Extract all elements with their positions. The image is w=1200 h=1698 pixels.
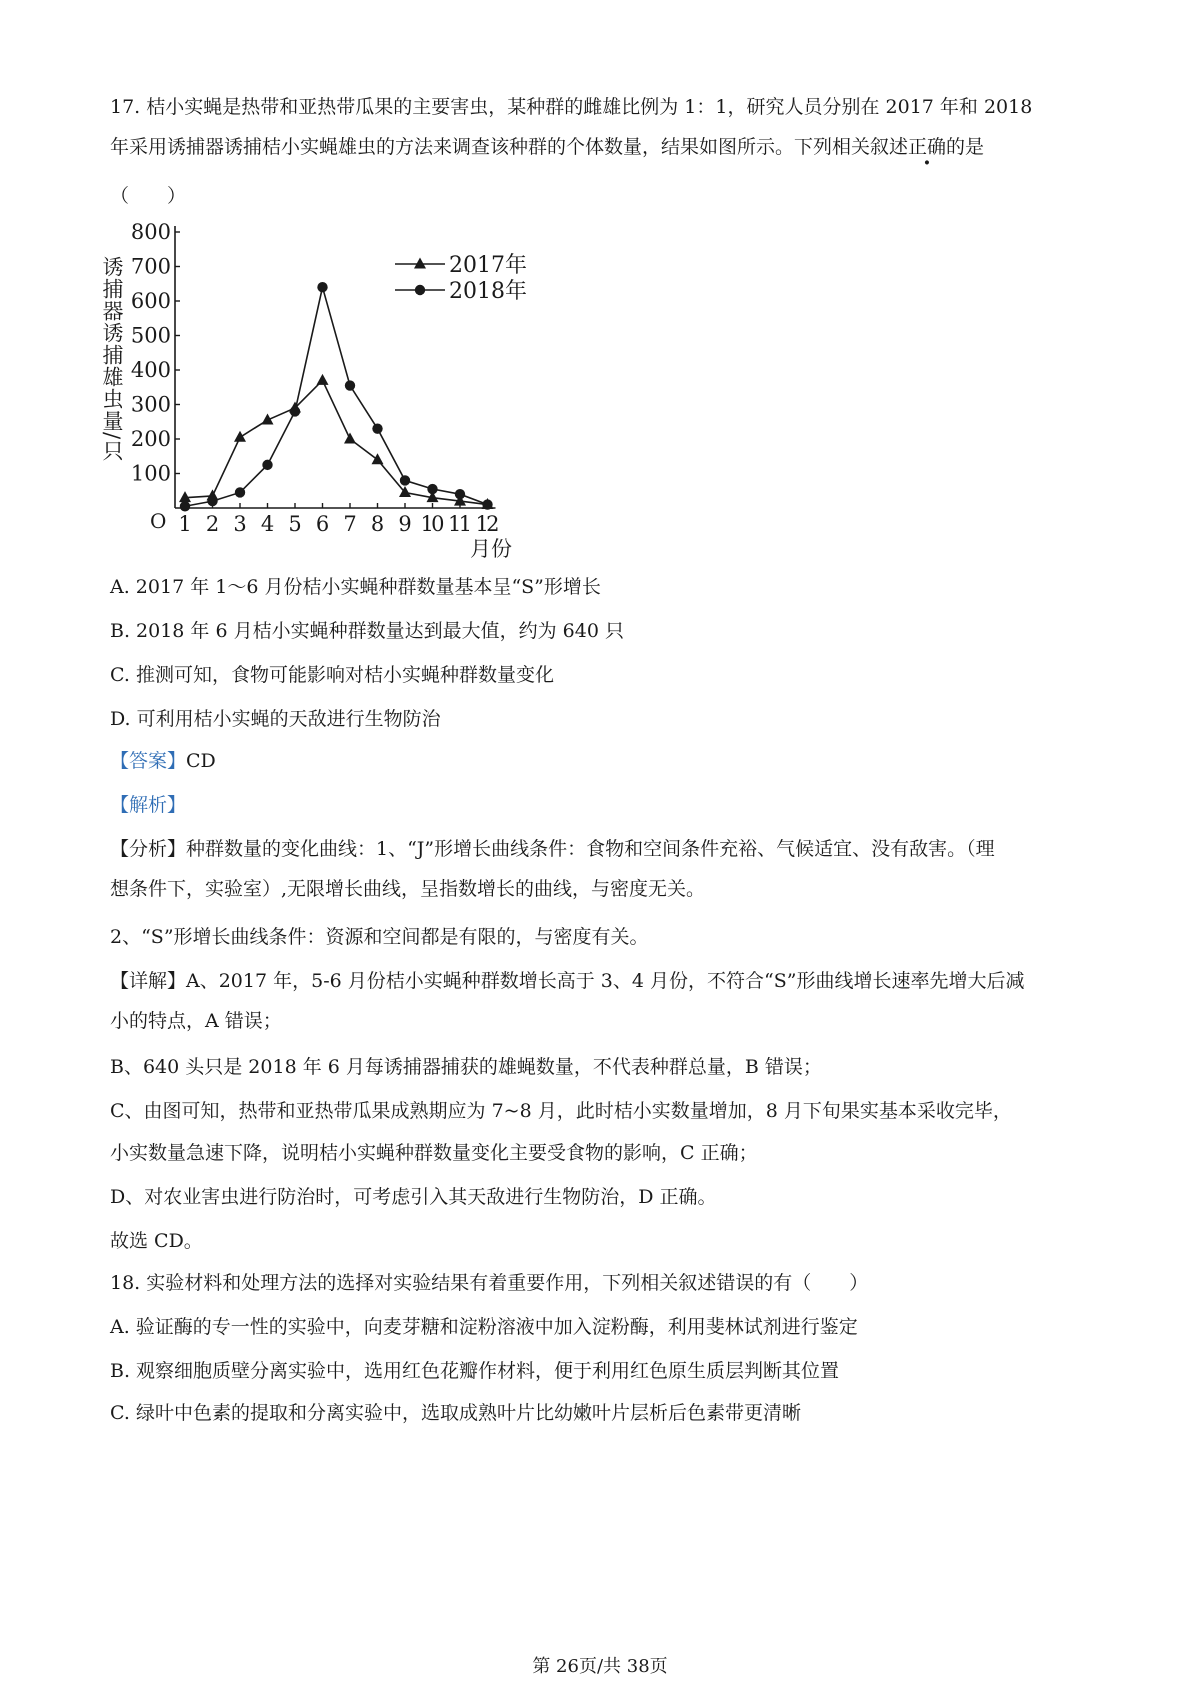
x-tick-label: 5 xyxy=(288,512,302,536)
x-tick-label: 6 xyxy=(315,512,330,536)
point-circle xyxy=(290,406,300,416)
q17-option-d: D. 可利用桔小实蝇的天敌进行生物防治 xyxy=(110,708,441,730)
q17-stem-line2-pre: 年采用诱捕器诱捕桔小实蝇雄虫的方法来调查该种群的个体数量，结果如图所示。下列相关叙述 xyxy=(110,136,909,158)
y-ticks xyxy=(131,220,180,486)
chart-axes xyxy=(175,226,496,508)
analysis-line3: 2、“S”形增长曲线条件：资源和空间都是有限的，与密度有关。 xyxy=(110,926,649,948)
y-tick-label: 300 xyxy=(130,392,171,417)
legend-marker-triangle xyxy=(414,258,426,269)
series-line-2018年 xyxy=(185,287,488,506)
x-axis-label: 月份 xyxy=(470,537,512,561)
q18-option-a: A. 验证酶的专一性的实验中，向麦芽糖和淀粉溶液中加入淀粉酶，利用斐林试剂进行鉴定 xyxy=(110,1316,858,1338)
point-circle xyxy=(372,423,382,433)
x-tick-label: 2 xyxy=(205,512,220,536)
point-triangle xyxy=(344,433,356,444)
detail-line6: D、对农业害虫进行防治时，可考虑引入其天敌进行生物防治，D 正确。 xyxy=(110,1186,717,1208)
point-circle xyxy=(235,487,245,497)
point-circle xyxy=(455,489,465,499)
point-circle xyxy=(207,496,217,506)
point-triangle xyxy=(234,431,246,442)
x-tick-label: 8 xyxy=(370,512,385,536)
x-tick-label: 1 xyxy=(178,512,192,536)
chart-legend xyxy=(395,253,527,304)
y-tick-label: 500 xyxy=(130,323,171,348)
detail-line1: 【详解】A、2017 年，5-6 月份桔小实蝇种群数增长高于 3、4 月份，不符合“S”形曲线增长速率先增大后减 xyxy=(110,970,1025,992)
q17-stem-line2-post: 的是 xyxy=(946,136,985,158)
x-tick-label: 11 xyxy=(448,512,472,536)
q17-paren: （ ） xyxy=(110,185,187,207)
q18-option-b: B. 观察细胞质壁分离实验中，选用红色花瓣作材料，便于利用红色原生质层判断其位置 xyxy=(110,1360,840,1382)
x-tick-label: 3 xyxy=(233,512,247,536)
q17-answer xyxy=(110,748,216,774)
analysis-line1: 【分析】种群数量的变化曲线：1、“J”形增长曲线条件：食物和空间条件充裕、气候适宜、没有敌害。（理 xyxy=(110,838,995,860)
analysis-line2: 想条件下，实验室）,无限增长曲线，呈指数增长的曲线，与密度无关。 xyxy=(110,878,706,900)
q17-emphasis-mark: 正确 xyxy=(908,136,947,158)
q17-option-b: B. 2018 年 6 月桔小实蝇种群数量达到最大值，约为 640 只 xyxy=(110,620,624,642)
point-circle xyxy=(482,499,492,509)
x-tick-label: 12 xyxy=(475,512,500,536)
y-axis-label: 诱捕器诱捕雄虫量/只 xyxy=(100,256,124,463)
analysis-tag: 【解析】 xyxy=(110,794,187,816)
y-tick-label: 800 xyxy=(130,220,171,244)
detail-line3: B、640 头只是 2018 年 6 月每诱捕器捕获的雄蝇数量，不代表种群总量，B 错误； xyxy=(110,1056,822,1078)
y-tick-label: 200 xyxy=(130,427,171,451)
conclusion: 故选 CD。 xyxy=(110,1230,203,1252)
point-circle xyxy=(400,475,410,485)
point-circle xyxy=(345,380,355,390)
detail-line4: C、由图可知，热带和亚热带瓜果成熟期应为 7~8 月，此时桔小实数量增加，8 月下旬果实基本采收完毕， xyxy=(110,1100,1012,1122)
y-tick-label: 400 xyxy=(130,358,171,382)
q18-stem: 18. 实验材料和处理方法的选择对实验结果有着重要作用，下列相关叙述错误的有（ ） xyxy=(110,1272,869,1294)
detail-line2: 小的特点，A 错误； xyxy=(110,1010,282,1032)
x-tick-label: 9 xyxy=(398,512,412,536)
point-circle xyxy=(180,501,190,511)
q17-stem-line2 xyxy=(110,134,984,160)
y-tick-label: 600 xyxy=(130,289,171,313)
point-circle xyxy=(317,282,327,292)
legend-marker-circle xyxy=(415,285,425,295)
q18-option-c: C. 绿叶中色素的提取和分离实验中，选取成熟叶片比幼嫩叶片层析后色素带更清晰 xyxy=(110,1402,801,1424)
answer-tag: 【答案】 xyxy=(110,750,187,772)
x-tick-label: 4 xyxy=(260,512,275,536)
point-triangle xyxy=(372,453,384,464)
chart-series xyxy=(179,282,494,511)
origin-label: O xyxy=(150,509,167,533)
q17-option-c: C. 推测可知，食物可能影响对桔小实蝇种群数量变化 xyxy=(110,664,554,686)
y-tick-label: 700 xyxy=(130,254,171,279)
point-circle xyxy=(262,460,272,470)
legend-label: 2017年 xyxy=(449,253,527,278)
point-triangle xyxy=(317,374,329,385)
q17-stem-line1: 17. 桔小实蝇是热带和亚热带瓜果的主要害虫，某种群的雌雄比例为 1：1，研究人员分别在 2017 年和 2018 xyxy=(110,96,1033,118)
x-tick-label: 7 xyxy=(343,512,357,536)
page-footer: 第 26页/共 38页 xyxy=(532,1656,668,1677)
y-tick-label: 100 xyxy=(130,461,171,486)
answer-value: CD xyxy=(186,750,216,772)
series-line-2017年 xyxy=(185,380,488,504)
population-chart xyxy=(100,220,540,566)
detail-line5: 小实数量急速下降，说明桔小实蝇种群数量变化主要受食物的影响，C 正确； xyxy=(110,1142,758,1164)
point-circle xyxy=(427,484,437,494)
q17-option-a: A. 2017 年 1～6 月份桔小实蝇种群数量基本呈“S”形增长 xyxy=(110,576,601,598)
x-tick-label: 10 xyxy=(420,512,445,536)
legend-label: 2018年 xyxy=(449,279,527,304)
